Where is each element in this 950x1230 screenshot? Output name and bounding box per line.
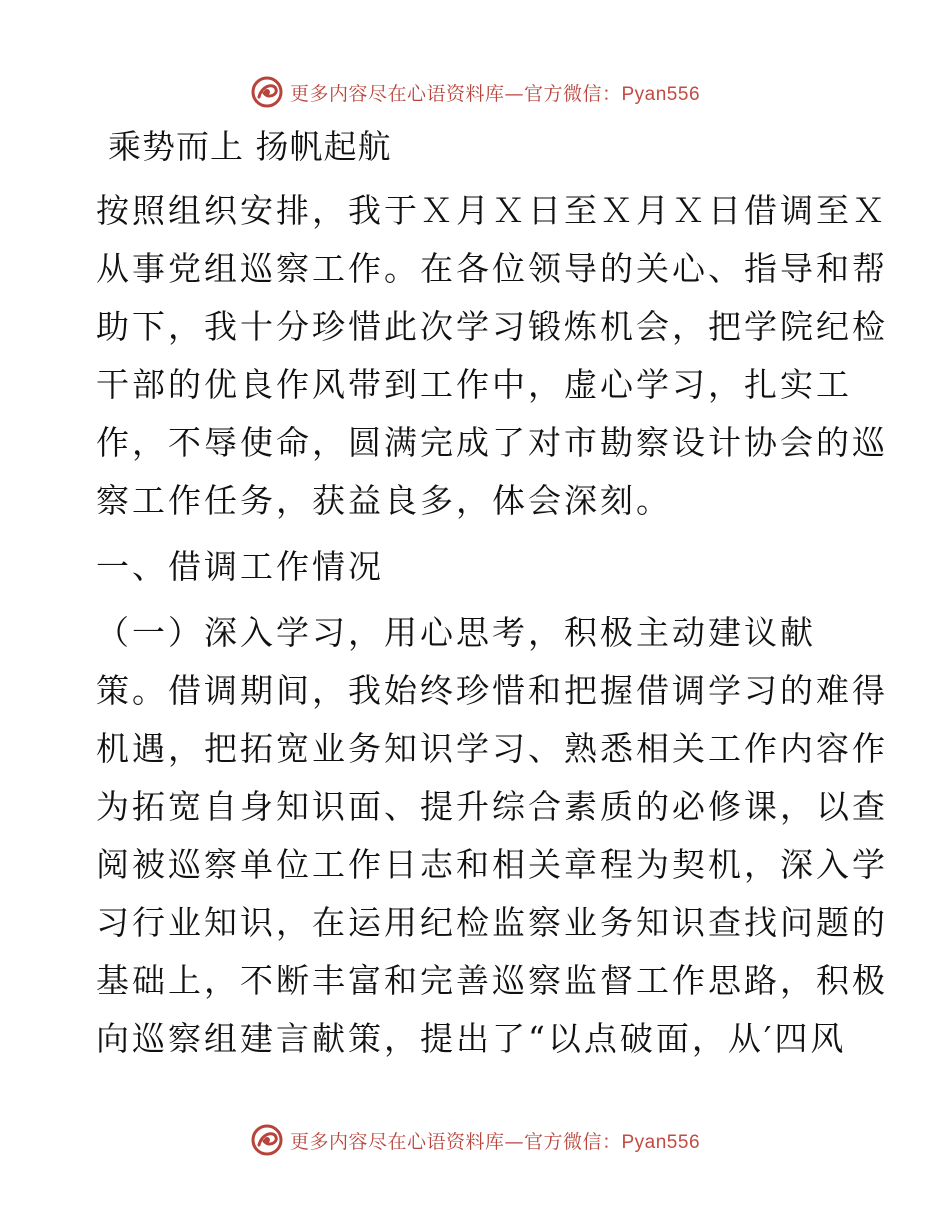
red-swirl-logo-icon: [250, 75, 284, 109]
body-line: 阅被巡察单位工作日志和相关章程为契机，深入学: [96, 845, 888, 884]
body-line: 策。借调期间，我始终珍惜和把握借调学习的难得: [96, 671, 888, 710]
body-line: 干部的优良作风带到工作中，虚心学习，扎实工: [96, 365, 852, 404]
body-line: 作，不辱使命，圆满完成了对市勘察设计协会的巡: [96, 423, 888, 462]
watermark-text: 更多内容尽在心语资料库—官方微信：Pyan556: [289, 82, 701, 105]
body-line: 向巡察组建言献策，提出了“以点破面，从′四风: [96, 1019, 847, 1058]
body-line: 基础上，不断丰富和完善巡察监督工作思路，积极: [96, 961, 888, 1000]
red-swirl-logo-icon: [250, 1123, 284, 1157]
body-line: 为拓宽自身知识面、提升综合素质的必修课，以查: [96, 787, 888, 826]
watermark-text: 更多内容尽在心语资料库—官方微信：Pyan556: [289, 1130, 701, 1153]
body-line: 察工作任务，获益良多，体会深刻。: [96, 481, 672, 520]
body-line: 按照组织安排，我于Ｘ月Ｘ日至Ｘ月Ｘ日借调至Ｘ: [96, 191, 888, 230]
footer-watermark: [0, 1120, 950, 1160]
document-body: [96, 122, 888, 1068]
body-line: 助下，我十分珍惜此次学习锻炼机会，把学院纪检: [96, 307, 888, 346]
body-line: 习行业知识，在运用纪检监察业务知识查找问题的: [96, 903, 888, 942]
body-line: 机遇，把拓宽业务知识学习、熟悉相关工作内容作: [96, 729, 888, 768]
body-line: 从事党组巡察工作。在各位领导的关心、指导和帮: [96, 249, 888, 288]
subsection-heading: （一）深入学习，用心思考，积极主动建议献: [96, 613, 816, 652]
header-watermark: [0, 72, 950, 112]
section-heading: 一、借调工作情况: [96, 547, 384, 586]
document-title: 乘势而上 扬帆起航: [108, 127, 392, 166]
